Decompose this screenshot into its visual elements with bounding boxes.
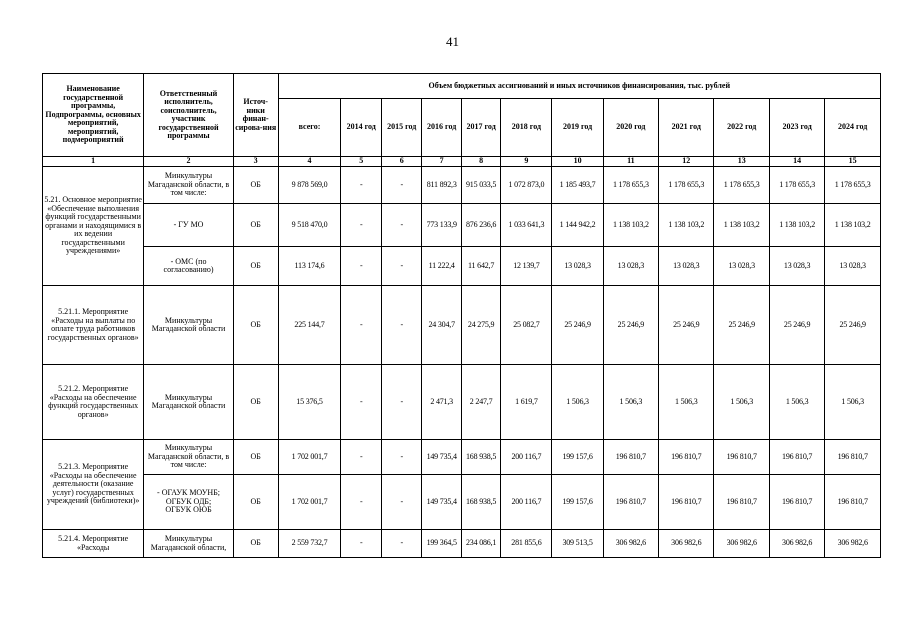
row-name: 5.21.4. Мероприятие «Расходы [43,530,144,558]
column-index-row [43,157,881,167]
col-index: 15 [825,157,881,167]
value-cell: 200 116,7 [501,475,552,530]
row-executor: Минкультуры Магаданской области, [144,530,234,558]
value-cell: 1 506,3 [769,365,824,440]
value-cell: - [341,204,382,247]
value-cell: - [381,530,422,558]
value-cell: 199 157,6 [552,440,603,475]
row-source: ОБ [233,365,278,440]
row-executor: Минкультуры Магаданской области [144,365,234,440]
row-executor: Минкультуры Магаданской области [144,286,234,365]
value-cell: 24 275,9 [461,286,500,365]
value-cell: 1 178 655,3 [825,167,881,204]
executor-line: - ОГАУК МОУНБ; [157,488,221,498]
value-cell: 196 810,7 [825,475,881,530]
col-index: 12 [659,157,714,167]
value-cell: 1 138 103,2 [659,204,714,247]
value-cell: - [381,204,422,247]
row-name: 5.21. Основное мероприятие «Обеспечение выполнения функций государственными органами и находящимися в их ведении государственными учреждениями» [43,167,144,286]
value-cell: 1 178 655,3 [769,167,824,204]
value-cell: 196 810,7 [603,475,658,530]
value-cell: 1 178 655,3 [714,167,769,204]
value-cell: 1 144 942,2 [552,204,603,247]
value-cell: 15 376,5 [278,365,341,440]
value-cell: 1 506,3 [714,365,769,440]
row-source: ОБ [233,475,278,530]
row-executor-list [144,475,234,530]
value-cell: 13 028,3 [714,247,769,286]
col-index: 13 [714,157,769,167]
value-cell: 199 364,5 [422,530,461,558]
value-cell: - [341,167,382,204]
value-cell: 25 082,7 [501,286,552,365]
value-cell: 196 810,7 [714,475,769,530]
value-cell: 306 982,6 [825,530,881,558]
col-index: 9 [501,157,552,167]
value-cell: - [381,365,422,440]
value-cell: - [341,440,382,475]
header-year: 2021 год [659,99,714,157]
value-cell: 13 028,3 [659,247,714,286]
table-row [43,286,881,365]
value-cell: 196 810,7 [825,440,881,475]
value-cell: 309 513,5 [552,530,603,558]
col-index: 5 [341,157,382,167]
table-row [43,530,881,558]
value-cell: - [341,247,382,286]
header-year: 2018 год [501,99,552,157]
header-year: 2020 год [603,99,658,157]
value-cell: 1 506,3 [659,365,714,440]
value-cell: 12 139,7 [501,247,552,286]
value-cell: - [341,286,382,365]
value-cell: 24 304,7 [422,286,461,365]
value-cell: 196 810,7 [659,440,714,475]
row-executor: - ГУ МО [144,204,234,247]
row-name: 5.21.3. Мероприятие «Расходы на обеспечение деятельности (оказание услуг) государственных учреждений (библиотеки)» [43,440,144,530]
value-cell: 9 878 569,0 [278,167,341,204]
value-cell: - [341,475,382,530]
col-index: 8 [461,157,500,167]
budget-table [42,73,881,558]
value-cell: 1 178 655,3 [659,167,714,204]
value-cell: 25 246,9 [714,286,769,365]
page-number: 41 [446,34,459,49]
header-name: Наименование государственной программы, Подпрограммы, основных мероприятий, мероприятий, подмероприятий [43,74,144,157]
value-cell: 306 982,6 [603,530,658,558]
value-cell: 1 138 103,2 [603,204,658,247]
row-executor: Минкультуры Магаданской области, в том числе: [144,167,234,204]
executor-line: ОГБУК ОЮБ [165,505,212,515]
value-cell: 1 185 493,7 [552,167,603,204]
value-cell: 1 138 103,2 [769,204,824,247]
col-index: 2 [144,157,234,167]
value-cell: 196 810,7 [659,475,714,530]
executor-line: ОГБУК ОДБ; [165,496,212,506]
value-cell: 168 938,5 [461,440,500,475]
value-cell: 196 810,7 [769,475,824,530]
value-cell: - [381,440,422,475]
value-cell: 25 246,9 [825,286,881,365]
value-cell: 168 938,5 [461,475,500,530]
value-cell: 2 247,7 [461,365,500,440]
table-row [43,365,881,440]
value-cell: 1 033 641,3 [501,204,552,247]
value-cell: 306 982,6 [659,530,714,558]
value-cell: 25 246,9 [603,286,658,365]
header-year: 2024 год [825,99,881,157]
header-source: Источ-ники финан-сирова-ния [233,74,278,157]
value-cell: 196 810,7 [603,440,658,475]
table-row [43,440,881,475]
value-cell: 25 246,9 [659,286,714,365]
value-cell: 11 222,4 [422,247,461,286]
value-cell: 11 642,7 [461,247,500,286]
value-cell: 1 178 655,3 [603,167,658,204]
row-source: ОБ [233,247,278,286]
col-index: 10 [552,157,603,167]
value-cell: 281 855,6 [501,530,552,558]
value-cell: 149 735,4 [422,440,461,475]
value-cell: 1 138 103,2 [825,204,881,247]
value-cell: 1 506,3 [603,365,658,440]
value-cell: - [381,247,422,286]
value-cell: 1 138 103,2 [714,204,769,247]
value-cell: 13 028,3 [825,247,881,286]
value-cell: 200 116,7 [501,440,552,475]
value-cell: 773 133,9 [422,204,461,247]
value-cell: 1 506,3 [552,365,603,440]
value-cell: 2 559 732,7 [278,530,341,558]
value-cell: 196 810,7 [714,440,769,475]
row-executor: Минкультуры Магаданской области, в том числе: [144,440,234,475]
col-index: 1 [43,157,144,167]
value-cell: 25 246,9 [769,286,824,365]
col-index: 4 [278,157,341,167]
value-cell: 1 072 873,0 [501,167,552,204]
value-cell: - [341,530,382,558]
header-year: 2017 год [461,99,500,157]
table-row [43,204,881,247]
value-cell: - [381,475,422,530]
table-row [43,475,881,530]
value-cell: 1 619,7 [501,365,552,440]
header-year: 2022 год [714,99,769,157]
value-cell: 234 086,1 [461,530,500,558]
value-cell: 25 246,9 [552,286,603,365]
row-source: ОБ [233,286,278,365]
value-cell: 306 982,6 [769,530,824,558]
value-cell: 199 157,6 [552,475,603,530]
value-cell: 225 144,7 [278,286,341,365]
value-cell: 306 982,6 [714,530,769,558]
value-cell: 13 028,3 [552,247,603,286]
value-cell: 9 518 470,0 [278,204,341,247]
col-index: 14 [769,157,824,167]
header-volume: Объем бюджетных ассигнований и иных источников финансирования, тыс. рублей [278,74,880,99]
value-cell: 2 471,3 [422,365,461,440]
value-cell: - [381,286,422,365]
value-cell: 1 506,3 [825,365,881,440]
value-cell: 196 810,7 [769,440,824,475]
header-total: всего: [278,99,341,157]
value-cell: 876 236,6 [461,204,500,247]
value-cell: 1 702 001,7 [278,475,341,530]
header-year: 2016 год [422,99,461,157]
header-year: 2015 год [381,99,422,157]
table-row [43,247,881,286]
row-source: ОБ [233,440,278,475]
value-cell: 13 028,3 [603,247,658,286]
header-year: 2023 год [769,99,824,157]
col-index: 11 [603,157,658,167]
row-source: ОБ [233,167,278,204]
row-source: ОБ [233,204,278,247]
row-executor: - ОМС (по согласованию) [144,247,234,286]
col-index: 3 [233,157,278,167]
value-cell: 915 033,5 [461,167,500,204]
row-name: 5.21.2. Мероприятие «Расходы на обеспечение функций государственных органов» [43,365,144,440]
col-index: 6 [381,157,422,167]
header-executor: Ответственный исполнитель, соисполнитель, участник государственной программы [144,74,234,157]
header-year: 2019 год [552,99,603,157]
table-row [43,167,881,204]
row-source: ОБ [233,530,278,558]
value-cell: 1 702 001,7 [278,440,341,475]
value-cell: - [381,167,422,204]
value-cell: - [341,365,382,440]
value-cell: 811 892,3 [422,167,461,204]
value-cell: 113 174,6 [278,247,341,286]
value-cell: 13 028,3 [769,247,824,286]
row-name: 5.21.1. Мероприятие «Расходы на выплаты по оплате труда работников государственных органов» [43,286,144,365]
col-index: 7 [422,157,461,167]
header-year: 2014 год [341,99,382,157]
value-cell: 149 735,4 [422,475,461,530]
